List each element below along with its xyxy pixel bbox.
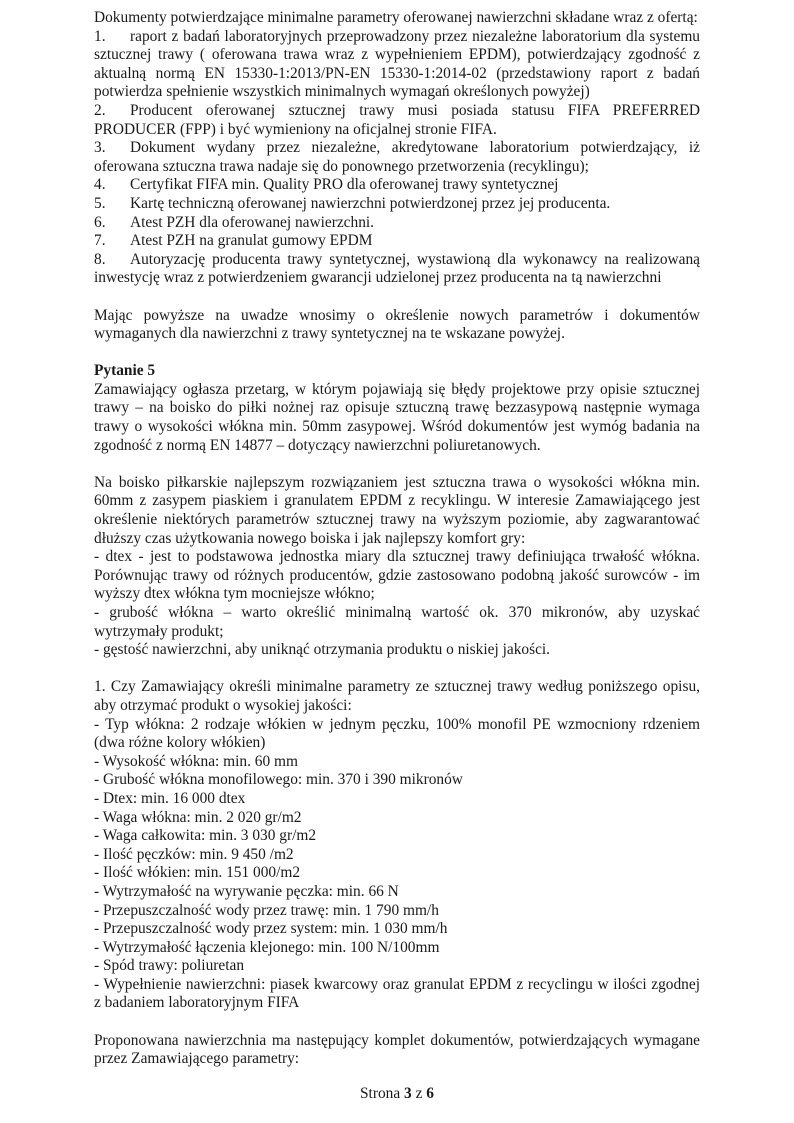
document-item-4: [94, 176, 700, 195]
parameter-item: - Ilość pęczków: min. 9 450 /m2: [94, 845, 294, 863]
item-number: 5.: [94, 194, 106, 212]
question-paragraph-2: Na boisko piłkarskie najlepszym rozwiązaniem jest sztuczna trawa o wysokości włókna min. 60mm z zasypem piaskiem i granulatem EPDM z recyklingu. W interesie Zamawiającego jest określenie niektórych parametrów sztucznej trawy na wyższym poziomie, aby zagwarantować dłuższy czas użytkowania nowego boiska i jak najlepszy komfort gry:: [94, 473, 700, 547]
parameter-item: - Waga całkowita: min. 3 030 gr/m2: [94, 827, 317, 845]
parameter-item: - Ilość włókien: min. 151 000/m2: [94, 864, 301, 882]
parameter-item: - Waga włókna: min. 2 020 gr/m2: [94, 808, 302, 826]
parameter-item: - Przepuszczalność wody przez system: min. 1 030 mm/h: [94, 920, 448, 938]
parameter-item: - Wypełnienie nawierzchni: piasek kwarcowy oraz granulat EPDM z recyclingu w ilości zgodnej z badaniem laboratoryjnym FIFA: [94, 975, 700, 1012]
parameter-item: - Przepuszczalność wody przez trawę: min. 1 790 mm/h: [94, 901, 439, 919]
item-number: 7.: [94, 232, 106, 250]
spacer: [94, 288, 700, 307]
item-number: 1.: [94, 27, 106, 45]
document-item-8: [94, 251, 700, 288]
current-page-number: 3: [404, 1085, 412, 1102]
question-1-intro: 1. Czy Zamawiający określi minimalne parametry ze sztucznej trawy według poniższego opisu, aby otrzymać produkt o wysokiej jakości:: [94, 678, 700, 714]
spacer: [94, 1013, 700, 1032]
question-paragraph-1: Zamawiający ogłasza przetarg, w którym pojawiają się błędy projektowe przy opisie sztucznej trawy – na boisko do piłki nożnej raz opisuje sztuczną trawę bezzasypową następnie wymaga trawy o wysokości włókna min. 50mm zasypowej. Wśród dokumentów jest wymóg badania na zgodność z normą EN 14877 – dotyczący nawierzchni poliuretanowych.: [94, 380, 700, 454]
density-paragraph: - gęstość nawierzchni, aby uniknąć otrzymania produktu o niskiej jakości.: [94, 641, 551, 659]
parameter-item: - Spód trawy: poliuretan: [94, 957, 245, 975]
parameters-list: [94, 716, 700, 1014]
thickness-paragraph: - grubość włókna – warto określić minimalną wartość ok. 370 mikronów, aby uzyskać wytrzymały produkt;: [94, 604, 700, 640]
item-text: raport z badań laboratoryjnych przeprowadzony przez niezależne laboratorium dla systemu sztucznej trawy ( oferowana trawa wraz z wypełnieniem EPDM), potwierdzający zgodność z aktualną normą EN 15330-1:2013/PN-EN 15330-1:2014-02 (przedstawiony raport z badań potwierdza spełnienie wszystkich minimalnych wymagań określonych powyżej): [94, 27, 700, 101]
parameter-item: - Typ włókna: 2 rodzaje włókien w jednym pęczku, 100% monofil PE wzmocniony rdzeniem (dwa różne kolory włókien): [94, 715, 700, 752]
parameter-item: - Dtex: min. 16 000 dtex: [94, 789, 246, 807]
parameter-item: - Wytrzymałość łączenia klejonego: min. 100 N/100mm: [94, 938, 440, 956]
question-heading: Pytanie 5: [94, 362, 156, 380]
item-number: 6.: [94, 213, 106, 231]
document-item-5: [94, 195, 700, 214]
item-text: Autoryzację producenta trawy syntetycznej, wystawioną dla wykonawcy na realizowaną inwestycję wraz z potwierdzeniem gwarancji udzielonej przez producenta na tą nawierzchni: [94, 250, 700, 287]
footer-separator: z: [415, 1085, 423, 1102]
footer-prefix: Strona: [359, 1085, 401, 1102]
page-footer: [0, 1085, 794, 1103]
spacer: [94, 660, 700, 679]
item-number: 8.: [94, 250, 106, 268]
parameter-item: - Grubość włókna monofilowego: min. 370 i 390 mikronów: [94, 771, 463, 789]
dtex-paragraph: - dtex - jest to podstawowa jednostka miary dla sztucznej trawy definiująca trwałość włókna. Porównując trawy od różnych producentów, gdzie zastosowano podobną jakość surowców - im wyższy dtex włókna tym mocniejsze włókno;: [94, 548, 700, 603]
document-item-2: [94, 102, 700, 139]
item-text: Producent oferowanej sztucznej trawy musi posiada statusu FIFA PREFERRED PRODUCER (FPP) i być wymieniony na oficjalnej stronie FIFA.: [94, 101, 700, 138]
item-number: 2.: [94, 101, 106, 119]
spacer: [94, 455, 700, 474]
item-number: 4.: [94, 176, 106, 194]
item-text: Kartę techniczną oferowanej nawierzchni potwierdzonej przez jej producenta.: [130, 194, 611, 212]
item-text: Atest PZH dla oferowanej nawierzchni.: [130, 213, 375, 231]
item-text: Dokument wydany przez niezależne, akredytowane laboratorium potwierdzający, iż oferowana sztuczna trawa nadaje się do ponownego przetworzenia (recyklingu);: [94, 139, 700, 175]
document-item-7: [94, 232, 700, 251]
spacer: [94, 344, 700, 363]
parameter-item: - Wysokość włókna: min. 60 mm: [94, 752, 298, 770]
total-pages-number: 6: [426, 1085, 434, 1102]
item-number: 3.: [94, 139, 106, 157]
document-item-6: [94, 214, 700, 233]
documents-list: [94, 28, 700, 288]
document-item-3: [94, 139, 700, 176]
item-text: Certyfikat FIFA min. Quality PRO dla oferowanej trawy syntetycznej: [130, 176, 559, 194]
document-item-1: [94, 28, 700, 102]
documents-intro: Dokumenty potwierdzające minimalne parametry oferowanej nawierzchni składane wraz z ofertą:: [94, 9, 698, 26]
parameter-item: - Wytrzymałość na wyrywanie pęczka: min. 66 N: [94, 882, 399, 900]
closing-paragraph: Proponowana nawierzchnia ma następujący komplet dokumentów, potwierdzających wymagane przez Zamawiającego parametry:: [94, 1031, 700, 1068]
document-page: [94, 9, 700, 1069]
request-paragraph: Mając powyższe na uwadze wnosimy o określenie nowych parametrów i dokumentów wymaganych dla nawierzchni z trawy syntetycznej na te wskazane powyżej.: [94, 306, 700, 343]
item-text: Atest PZH na granulat gumowy EPDM: [130, 232, 373, 250]
